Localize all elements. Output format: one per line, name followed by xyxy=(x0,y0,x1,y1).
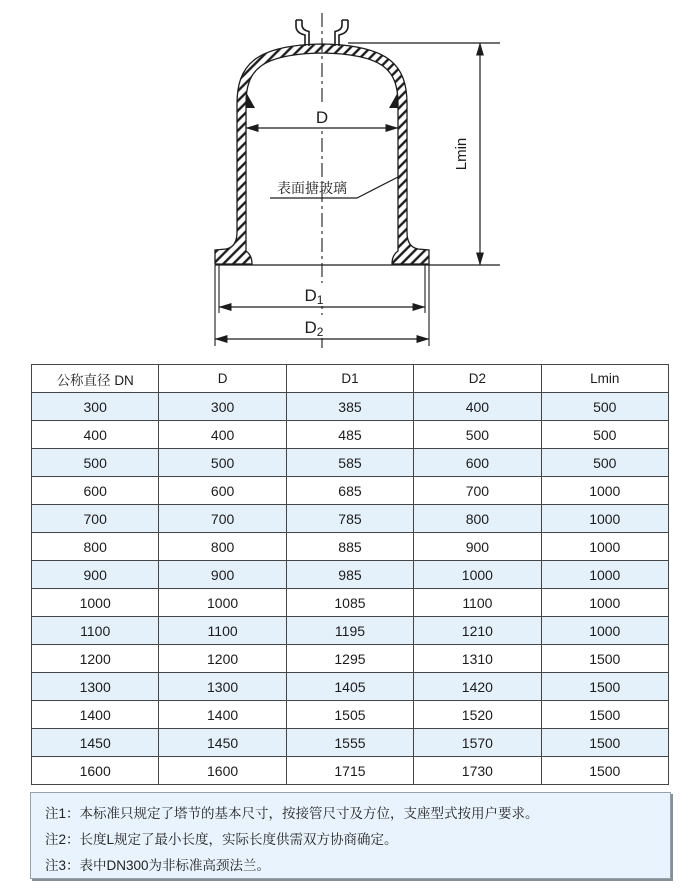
table-cell: 1600 xyxy=(32,757,159,785)
table-cell: 400 xyxy=(414,393,541,421)
table-cell: 985 xyxy=(286,561,413,589)
table-row xyxy=(32,701,669,729)
table-cell: 1400 xyxy=(159,701,286,729)
table-cell: 900 xyxy=(414,533,541,561)
table-cell: 1400 xyxy=(32,701,159,729)
col-header-dn: 公称直径 DN xyxy=(32,365,159,393)
table-cell: 500 xyxy=(32,449,159,477)
note-2: 注2：长度L规定了最小长度，实际长度供需双方协商确定。 xyxy=(45,832,398,847)
note-1: 注1：本标准只规定了塔节的基本尺寸，按接管尺寸及方位，支座型式按用户要求。 xyxy=(45,806,539,821)
table-cell: 800 xyxy=(159,533,286,561)
table-cell: 1310 xyxy=(414,645,541,673)
table-cell: 1000 xyxy=(541,505,668,533)
table-cell: 1450 xyxy=(159,729,286,757)
table-cell: 1500 xyxy=(541,729,668,757)
table-cell: 1195 xyxy=(286,617,413,645)
dim-lmin-label: Lmin xyxy=(453,137,470,171)
table-cell: 1500 xyxy=(541,673,668,701)
table-cell: 900 xyxy=(159,561,286,589)
table-cell: 800 xyxy=(32,533,159,561)
table-cell: 400 xyxy=(159,421,286,449)
table-cell: 1420 xyxy=(414,673,541,701)
table-row xyxy=(32,673,669,701)
table-cell: 1300 xyxy=(159,673,286,701)
table-cell: 1300 xyxy=(32,673,159,701)
table-cell: 400 xyxy=(32,421,159,449)
table-cell: 1000 xyxy=(541,561,668,589)
table-cell: 1000 xyxy=(414,561,541,589)
table-cell: 1200 xyxy=(32,645,159,673)
table-row xyxy=(32,477,669,505)
table-cell: 1730 xyxy=(414,757,541,785)
col-header-lmin: Lmin xyxy=(541,365,668,393)
table-cell: 1570 xyxy=(414,729,541,757)
table-cell: 800 xyxy=(414,505,541,533)
notes-box xyxy=(30,792,671,879)
table-cell: 1500 xyxy=(541,645,668,673)
vessel-drawing xyxy=(0,0,700,360)
table-cell: 385 xyxy=(286,393,413,421)
table-header-row xyxy=(32,365,669,393)
table-cell: 685 xyxy=(286,477,413,505)
table-cell: 700 xyxy=(159,505,286,533)
table-cell: 1600 xyxy=(159,757,286,785)
table-cell: 1715 xyxy=(286,757,413,785)
dim-d1-label: D1 xyxy=(304,286,324,307)
spec-table xyxy=(31,364,669,785)
table-cell: 885 xyxy=(286,533,413,561)
table-cell: 1405 xyxy=(286,673,413,701)
table-cell: 485 xyxy=(286,421,413,449)
table-cell: 1000 xyxy=(159,589,286,617)
table-cell: 1500 xyxy=(541,701,668,729)
spec-table-body xyxy=(32,393,669,785)
col-header-d1: D1 xyxy=(286,365,413,393)
table-cell: 700 xyxy=(414,477,541,505)
weld-mark-left xyxy=(246,92,255,108)
table-row xyxy=(32,729,669,757)
table-cell: 500 xyxy=(541,421,668,449)
table-cell: 1500 xyxy=(541,757,668,785)
dim-d-label: D xyxy=(315,108,329,127)
weld-mark-right xyxy=(389,92,398,108)
table-cell: 500 xyxy=(159,449,286,477)
col-header-d: D xyxy=(159,365,286,393)
table-cell: 1000 xyxy=(541,617,668,645)
table-cell: 1000 xyxy=(541,533,668,561)
table-cell: 1450 xyxy=(32,729,159,757)
col-header-d2: D2 xyxy=(414,365,541,393)
table-cell: 785 xyxy=(286,505,413,533)
table-row xyxy=(32,421,669,449)
table-cell: 1200 xyxy=(159,645,286,673)
table-cell: 500 xyxy=(541,449,668,477)
table-row xyxy=(32,617,669,645)
table-cell: 600 xyxy=(32,477,159,505)
table-row xyxy=(32,393,669,421)
table-cell: 1100 xyxy=(32,617,159,645)
table-row xyxy=(32,589,669,617)
table-cell: 500 xyxy=(414,421,541,449)
table-cell: 1100 xyxy=(414,589,541,617)
table-cell: 1000 xyxy=(541,477,668,505)
table-cell: 1555 xyxy=(286,729,413,757)
table-cell: 1000 xyxy=(32,589,159,617)
table-row xyxy=(32,505,669,533)
table-cell: 600 xyxy=(159,477,286,505)
table-row xyxy=(32,533,669,561)
table-cell: 300 xyxy=(159,393,286,421)
table-row xyxy=(32,561,669,589)
note-3: 注3：表中DN300为非标准高颈法兰。 xyxy=(45,858,271,873)
table-row xyxy=(32,449,669,477)
table-cell: 1085 xyxy=(286,589,413,617)
table-cell: 1505 xyxy=(286,701,413,729)
table-cell: 600 xyxy=(414,449,541,477)
table-cell: 900 xyxy=(32,561,159,589)
table-cell: 1520 xyxy=(414,701,541,729)
table-row xyxy=(32,757,669,785)
surface-label: 表面搪玻璃 xyxy=(277,180,347,196)
table-cell: 585 xyxy=(286,449,413,477)
table-cell: 500 xyxy=(541,393,668,421)
table-cell: 1210 xyxy=(414,617,541,645)
table-cell: 300 xyxy=(32,393,159,421)
table-cell: 1100 xyxy=(159,617,286,645)
dim-d2-label: D2 xyxy=(304,318,324,339)
table-cell: 1295 xyxy=(286,645,413,673)
table-cell: 700 xyxy=(32,505,159,533)
table-row xyxy=(32,645,669,673)
table-cell: 1000 xyxy=(541,589,668,617)
